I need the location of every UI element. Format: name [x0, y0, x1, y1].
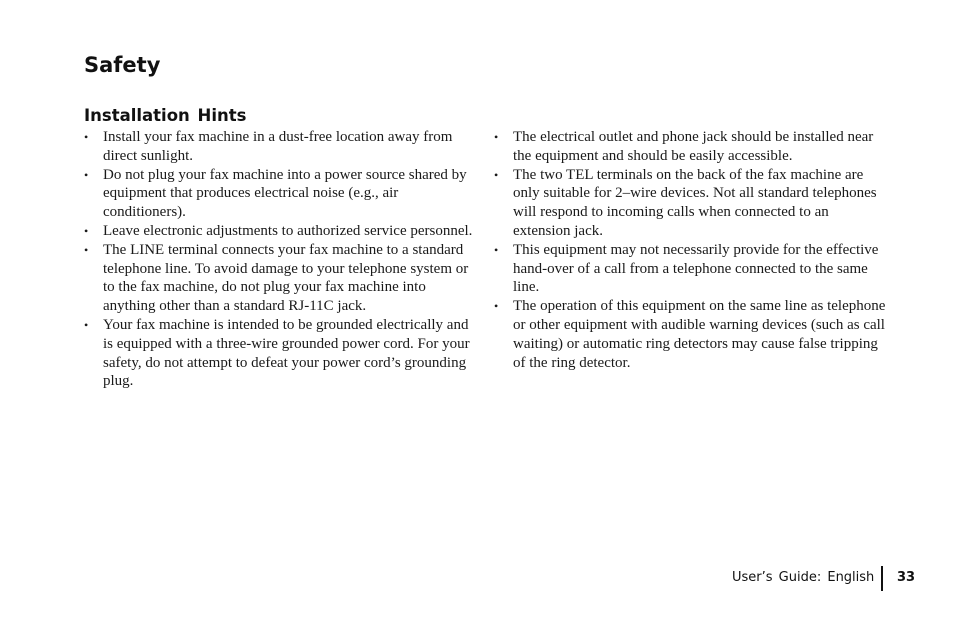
page-number: 33	[897, 570, 916, 585]
list-item: • The two TEL terminals on the back of the fax machine are only suitable for 2–wire devices. Not all standard telephones will respond to incoming calls when connected to an extension jack.	[494, 166, 886, 241]
left-bullet-list	[84, 128, 476, 391]
list-item: • The electrical outlet and phone jack should be installed near the equipment and should be easily accessible.	[494, 128, 886, 166]
right-bullet-list	[494, 128, 886, 372]
list-item: • Install your fax machine in a dust-free location away from direct sunlight.	[84, 128, 476, 166]
list-item: • This equipment may not necessarily provide for the effective hand-over of a call from a telephone connected to the same line.	[494, 241, 886, 297]
section-heading: Installation Hints	[84, 106, 247, 125]
footer-divider	[881, 566, 883, 591]
page-title: Safety	[84, 53, 161, 77]
footer-guide-label: User’s Guide: English	[732, 570, 875, 585]
list-item: • Do not plug your fax machine into a power source shared by equipment that produces electrical noise (e.g., air conditioners).	[84, 166, 476, 222]
list-item: • The operation of this equipment on the same line as telephone or other equipment with audible warning devices (such as call waiting) or automatic ring detectors may cause false tripping of the ring detector.	[494, 297, 886, 372]
list-item: • The LINE terminal connects your fax machine to a standard telephone line. To avoid damage to your telephone system or to the fax machine, do not plug your fax machine into anything other than a standard RJ-11C jack.	[84, 241, 476, 316]
list-item: • Your fax machine is intended to be grounded electrically and is equipped with a three-wire grounded power cord. For your safety, do not attempt to defeat your power cord’s grounding plug.	[84, 316, 476, 391]
list-item: • Leave electronic adjustments to authorized service personnel.	[84, 222, 476, 241]
